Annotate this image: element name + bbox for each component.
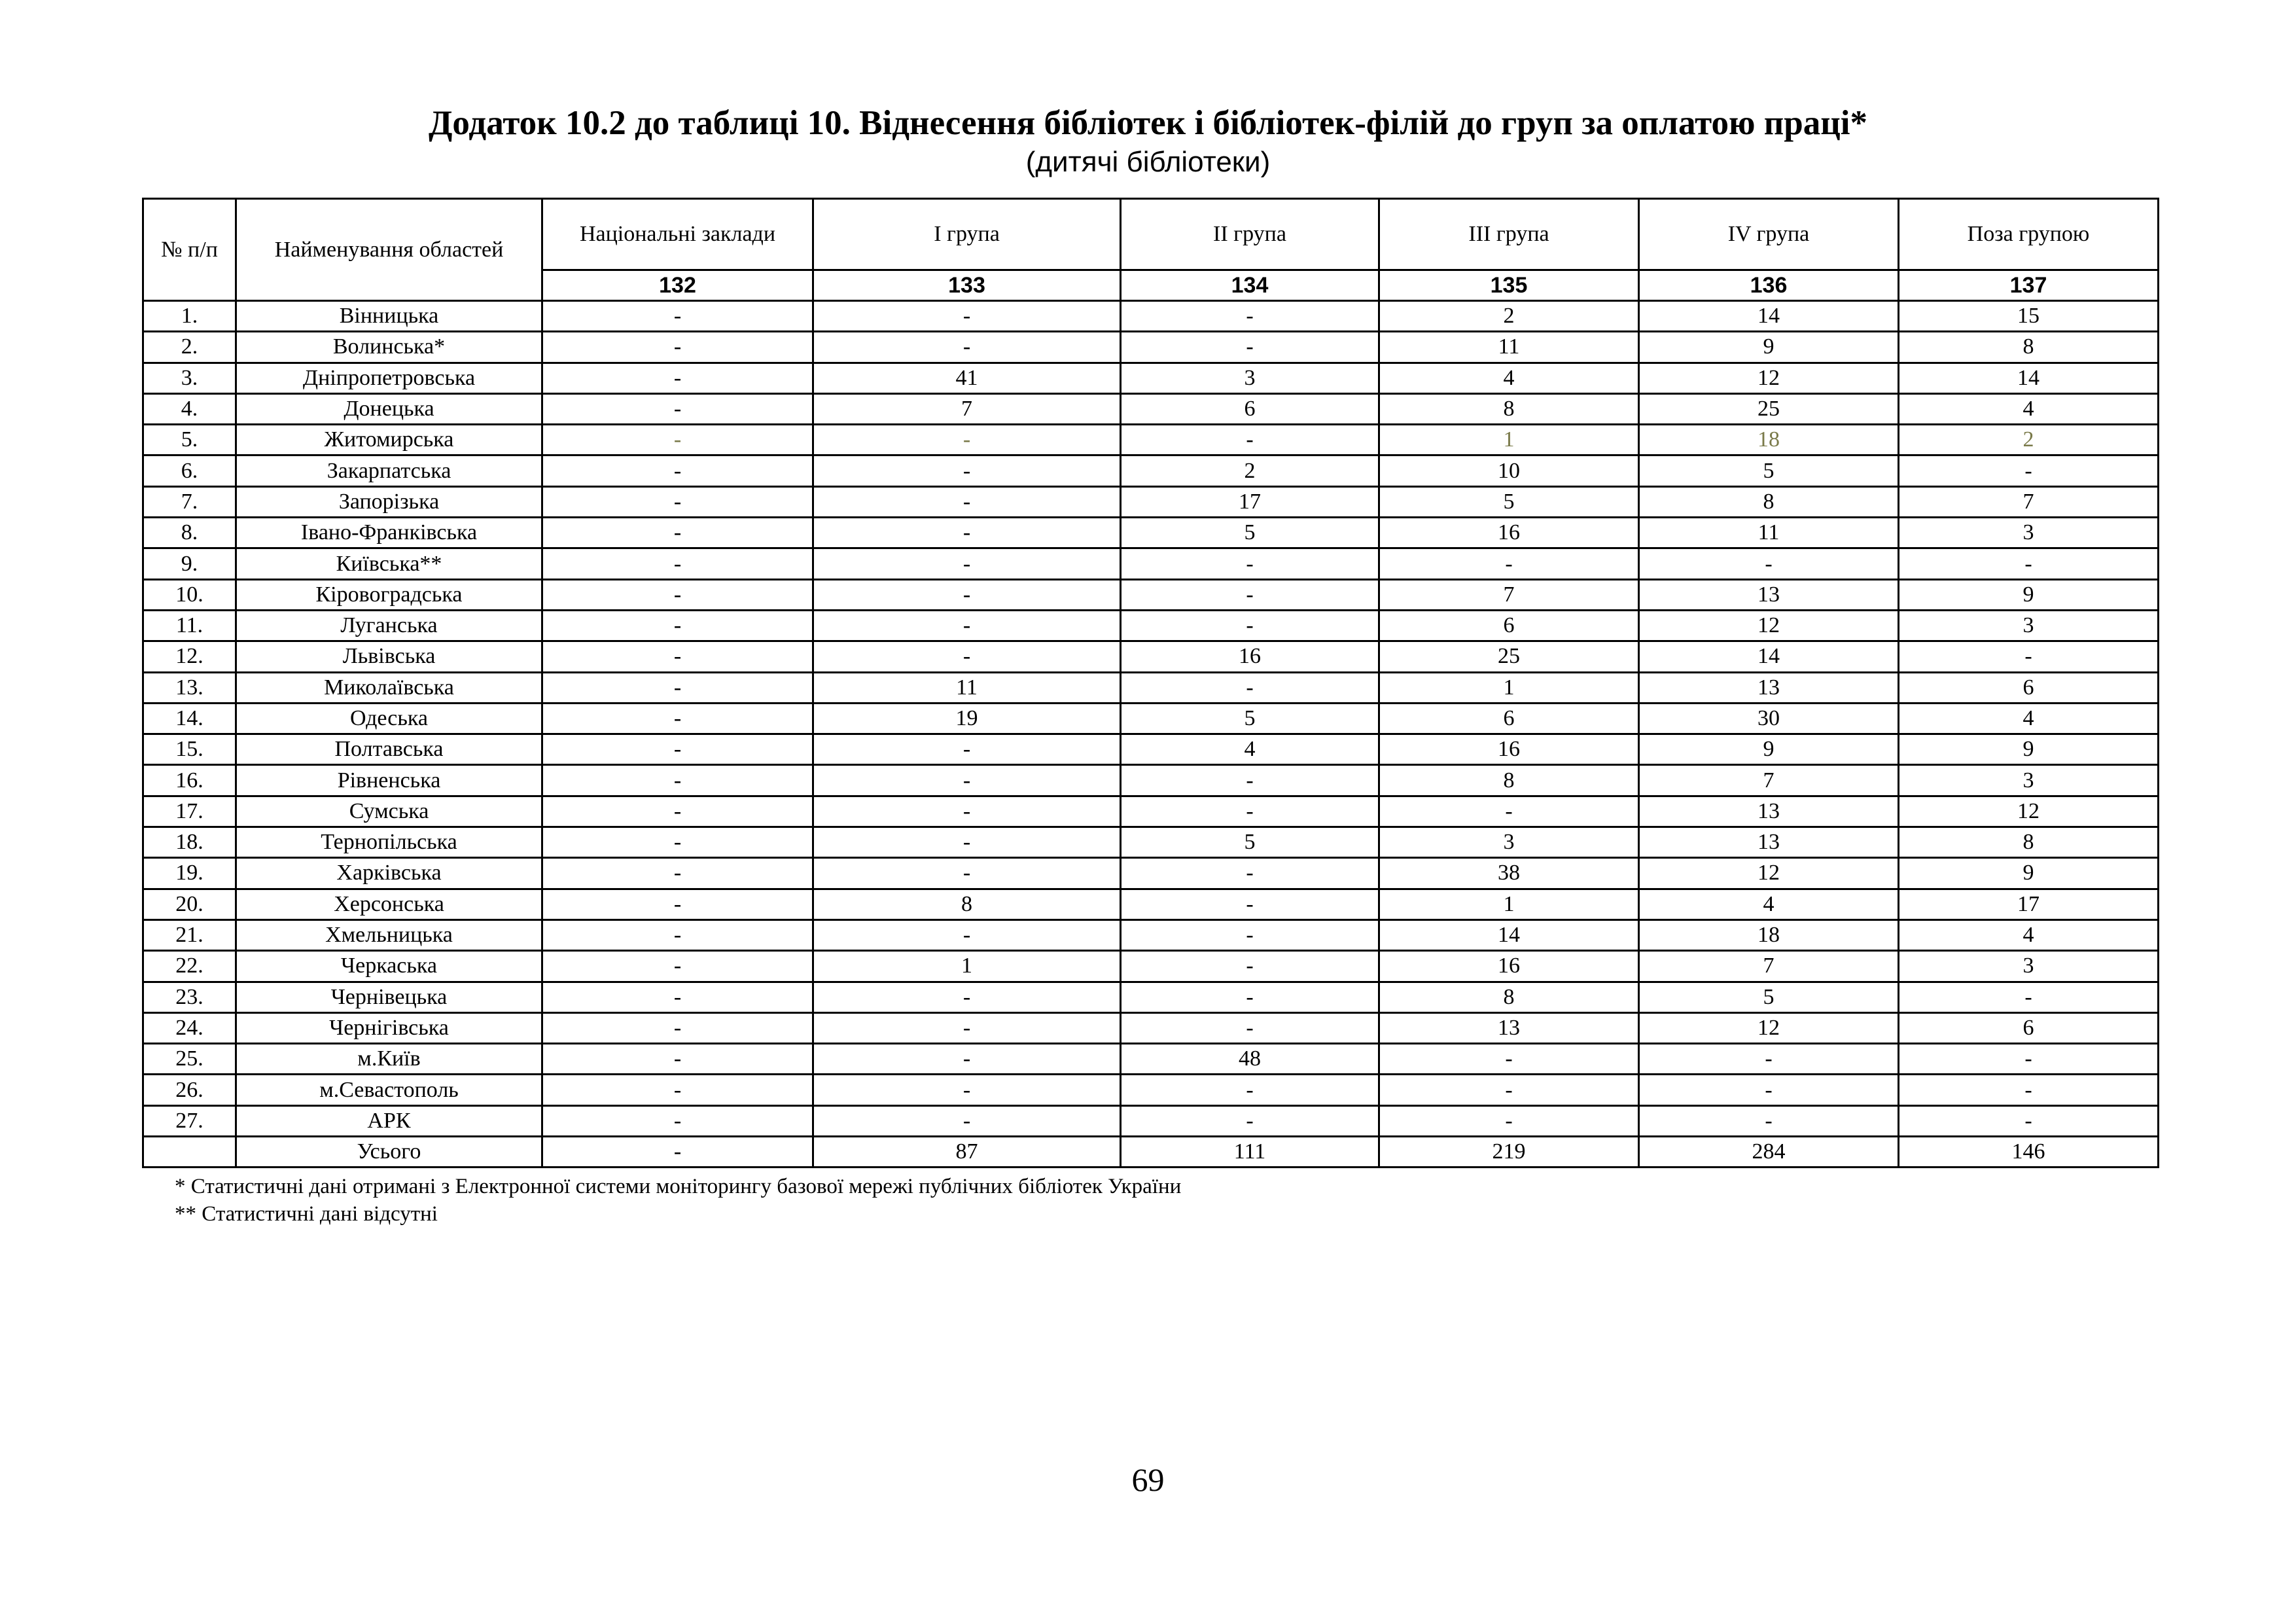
cell-national: - <box>542 827 813 858</box>
region-name: Київська** <box>236 548 542 579</box>
cell-g2: 5 <box>1121 827 1379 858</box>
cell-g1: - <box>813 734 1121 765</box>
cell-g3: 8 <box>1379 393 1639 424</box>
cell-g3: - <box>1379 1044 1639 1075</box>
cell-g4: 14 <box>1639 301 1899 332</box>
region-name: Закарпатська <box>236 455 542 486</box>
table-row <box>143 889 2159 919</box>
total-g2: 111 <box>1121 1137 1379 1168</box>
cell-g3: - <box>1379 796 1639 827</box>
cell-g3: 25 <box>1379 641 1639 672</box>
cell-outside: 17 <box>1899 889 2159 919</box>
row-number: 18. <box>143 827 236 858</box>
cell-g1: 8 <box>813 889 1121 919</box>
header-national: Національні заклади <box>542 199 813 270</box>
region-name: Харківська <box>236 858 542 889</box>
cell-national: - <box>542 1075 813 1105</box>
region-name: Волинська* <box>236 332 542 363</box>
cell-g2: - <box>1121 672 1379 703</box>
region-name: Вінницька <box>236 301 542 332</box>
cell-national: - <box>542 332 813 363</box>
header-code: 136 <box>1639 270 1899 301</box>
cell-national: - <box>542 455 813 486</box>
cell-national: - <box>542 982 813 1012</box>
row-number: 6. <box>143 455 236 486</box>
cell-outside: 4 <box>1899 703 2159 734</box>
cell-g4: 12 <box>1639 363 1899 393</box>
cell-national: - <box>542 1044 813 1075</box>
region-name: Херсонська <box>236 889 542 919</box>
table-row <box>143 548 2159 579</box>
cell-g4: 13 <box>1639 827 1899 858</box>
cell-g2: - <box>1121 1075 1379 1105</box>
cell-g3: 14 <box>1379 919 1639 950</box>
cell-outside: - <box>1899 1105 2159 1136</box>
cell-g2: - <box>1121 301 1379 332</box>
table-row <box>143 919 2159 950</box>
table-row <box>143 796 2159 827</box>
cell-g1: - <box>813 425 1121 455</box>
cell-g4: - <box>1639 1075 1899 1105</box>
table-row <box>143 734 2159 765</box>
cell-g3: 8 <box>1379 982 1639 1012</box>
document-subtitle: (дитячі бібліотеки) <box>1025 146 1271 178</box>
row-number: 7. <box>143 486 236 517</box>
cell-national: - <box>542 548 813 579</box>
cell-g2: - <box>1121 548 1379 579</box>
row-number: 13. <box>143 672 236 703</box>
cell-g2: 5 <box>1121 703 1379 734</box>
cell-g1: - <box>813 796 1121 827</box>
cell-g4: - <box>1639 548 1899 579</box>
cell-g3: 3 <box>1379 827 1639 858</box>
page-number: 69 <box>1131 1461 1165 1498</box>
cell-g2: 48 <box>1121 1044 1379 1075</box>
cell-g1: 11 <box>813 672 1121 703</box>
row-number: 2. <box>143 332 236 363</box>
table-row <box>143 641 2159 672</box>
table-row <box>143 1012 2159 1043</box>
cell-g1: - <box>813 579 1121 610</box>
table-row <box>143 858 2159 889</box>
header-code: 133 <box>813 270 1121 301</box>
cell-g1: - <box>813 827 1121 858</box>
cell-g3: - <box>1379 1075 1639 1105</box>
row-number: 8. <box>143 518 236 548</box>
cell-outside: 4 <box>1899 919 2159 950</box>
cell-g4: 12 <box>1639 610 1899 641</box>
cell-g2: 4 <box>1121 734 1379 765</box>
cell-g4: 9 <box>1639 734 1899 765</box>
cell-g1: 41 <box>813 363 1121 393</box>
cell-g2: - <box>1121 982 1379 1012</box>
cell-g2: - <box>1121 858 1379 889</box>
cell-outside: - <box>1899 982 2159 1012</box>
cell-outside: 6 <box>1899 1012 2159 1043</box>
cell-g2: - <box>1121 919 1379 950</box>
cell-outside: 8 <box>1899 827 2159 858</box>
table-row <box>143 579 2159 610</box>
table-row <box>143 455 2159 486</box>
header-outside-group: Поза групою <box>1899 199 2159 270</box>
cell-g1: - <box>813 982 1121 1012</box>
cell-national: - <box>542 672 813 703</box>
table-row <box>143 672 2159 703</box>
cell-g2: 5 <box>1121 518 1379 548</box>
cell-g4: 5 <box>1639 455 1899 486</box>
cell-national: - <box>542 301 813 332</box>
total-outside: 146 <box>1899 1137 2159 1168</box>
table-body <box>143 301 2159 1168</box>
cell-g1: - <box>813 455 1121 486</box>
header-group-2: ІІ група <box>1121 199 1379 270</box>
cell-g4: 30 <box>1639 703 1899 734</box>
cell-g3: 1 <box>1379 672 1639 703</box>
cell-national: - <box>542 425 813 455</box>
cell-g1: - <box>813 610 1121 641</box>
cell-g2: 2 <box>1121 455 1379 486</box>
cell-outside: 2 <box>1899 425 2159 455</box>
row-number: 5. <box>143 425 236 455</box>
cell-g3: 8 <box>1379 765 1639 796</box>
cell-g4: 12 <box>1639 1012 1899 1043</box>
cell-g3: 13 <box>1379 1012 1639 1043</box>
cell-national: - <box>542 518 813 548</box>
cell-outside: 12 <box>1899 796 2159 827</box>
total-row-number <box>143 1137 236 1168</box>
cell-outside: 14 <box>1899 363 2159 393</box>
cell-national: - <box>542 610 813 641</box>
cell-g3: 11 <box>1379 332 1639 363</box>
table-row <box>143 1044 2159 1075</box>
cell-g2: - <box>1121 425 1379 455</box>
cell-outside: 9 <box>1899 734 2159 765</box>
row-number: 14. <box>143 703 236 734</box>
header-num: № п/п <box>143 199 236 301</box>
cell-g3: - <box>1379 548 1639 579</box>
cell-national: - <box>542 796 813 827</box>
row-number: 21. <box>143 919 236 950</box>
row-number: 10. <box>143 579 236 610</box>
total-g4: 284 <box>1639 1137 1899 1168</box>
region-name: Миколаївська <box>236 672 542 703</box>
cell-national: - <box>542 579 813 610</box>
table-row <box>143 1105 2159 1136</box>
row-number: 20. <box>143 889 236 919</box>
table-row <box>143 393 2159 424</box>
region-name: Одеська <box>236 703 542 734</box>
cell-g2: 6 <box>1121 393 1379 424</box>
region-name: Хмельницька <box>236 919 542 950</box>
cell-national: - <box>542 734 813 765</box>
cell-g4: 11 <box>1639 518 1899 548</box>
cell-g4: 13 <box>1639 579 1899 610</box>
header-code: 132 <box>542 270 813 301</box>
cell-g1: - <box>813 1044 1121 1075</box>
row-number: 1. <box>143 301 236 332</box>
cell-national: - <box>542 363 813 393</box>
region-name: Запорізька <box>236 486 542 517</box>
cell-national: - <box>542 1105 813 1136</box>
cell-national: - <box>542 703 813 734</box>
row-number: 15. <box>143 734 236 765</box>
region-name: Сумська <box>236 796 542 827</box>
cell-g1: 1 <box>813 951 1121 982</box>
cell-g2: - <box>1121 1012 1379 1043</box>
cell-g1: - <box>813 518 1121 548</box>
header-region-name: Найменування областей <box>236 199 542 301</box>
cell-g3: 10 <box>1379 455 1639 486</box>
header-group-1: І група <box>813 199 1121 270</box>
cell-g4: 9 <box>1639 332 1899 363</box>
cell-outside: 6 <box>1899 672 2159 703</box>
row-number: 24. <box>143 1012 236 1043</box>
cell-g3: 16 <box>1379 951 1639 982</box>
footnote: ** Статистичні дані відсутні <box>175 1202 438 1226</box>
cell-g3: 4 <box>1379 363 1639 393</box>
header-code: 134 <box>1121 270 1379 301</box>
region-name: Чернівецька <box>236 982 542 1012</box>
cell-g3: 16 <box>1379 734 1639 765</box>
region-name: Дніпропетровська <box>236 363 542 393</box>
row-number: 9. <box>143 548 236 579</box>
region-name: Донецька <box>236 393 542 424</box>
row-number: 3. <box>143 363 236 393</box>
footnote: * Статистичні дані отримані з Електронної системи моніторингу базової мережі публічних бібліотек України <box>175 1175 1182 1198</box>
cell-g2: - <box>1121 889 1379 919</box>
cell-g3: 38 <box>1379 858 1639 889</box>
cell-g1: - <box>813 641 1121 672</box>
cell-g4: 18 <box>1639 425 1899 455</box>
library-groups-table <box>142 198 2159 1168</box>
cell-outside: 7 <box>1899 486 2159 517</box>
cell-g2: - <box>1121 332 1379 363</box>
cell-g4: 8 <box>1639 486 1899 517</box>
table-row <box>143 765 2159 796</box>
region-name: Тернопільська <box>236 827 542 858</box>
total-label: Усього <box>236 1137 542 1168</box>
cell-outside: - <box>1899 1075 2159 1105</box>
row-number: 17. <box>143 796 236 827</box>
cell-national: - <box>542 919 813 950</box>
row-number: 11. <box>143 610 236 641</box>
document-title: Додаток 10.2 до таблиці 10. Віднесення бібліотек і бібліотек-філій до груп за оплатою праці* <box>428 104 1868 142</box>
region-name: Чернігівська <box>236 1012 542 1043</box>
cell-g4: 13 <box>1639 672 1899 703</box>
table-row <box>143 982 2159 1012</box>
cell-outside: - <box>1899 455 2159 486</box>
cell-g1: - <box>813 765 1121 796</box>
cell-outside: - <box>1899 548 2159 579</box>
header-group-3: ІІІ група <box>1379 199 1639 270</box>
cell-g4: 7 <box>1639 765 1899 796</box>
cell-g2: - <box>1121 951 1379 982</box>
region-name: Луганська <box>236 610 542 641</box>
table-row <box>143 425 2159 455</box>
cell-g1: - <box>813 1012 1121 1043</box>
cell-g3: 5 <box>1379 486 1639 517</box>
footnotes <box>175 1173 1181 1228</box>
row-number: 27. <box>143 1105 236 1136</box>
header-code: 135 <box>1379 270 1639 301</box>
row-number: 25. <box>143 1044 236 1075</box>
row-number: 19. <box>143 858 236 889</box>
total-national: - <box>542 1137 813 1168</box>
cell-g2: - <box>1121 579 1379 610</box>
cell-outside: 3 <box>1899 610 2159 641</box>
cell-national: - <box>542 765 813 796</box>
cell-outside: 4 <box>1899 393 2159 424</box>
cell-g3: 1 <box>1379 889 1639 919</box>
cell-national: - <box>542 641 813 672</box>
region-name: м.Севастополь <box>236 1075 542 1105</box>
cell-national: - <box>542 1012 813 1043</box>
cell-g3: - <box>1379 1105 1639 1136</box>
cell-g1: - <box>813 1075 1121 1105</box>
cell-g3: 2 <box>1379 301 1639 332</box>
cell-national: - <box>542 486 813 517</box>
cell-g2: - <box>1121 765 1379 796</box>
cell-g2: 16 <box>1121 641 1379 672</box>
cell-national: - <box>542 393 813 424</box>
cell-national: - <box>542 951 813 982</box>
row-number: 16. <box>143 765 236 796</box>
cell-g1: - <box>813 1105 1121 1136</box>
header-code: 137 <box>1899 270 2159 301</box>
cell-outside: 3 <box>1899 518 2159 548</box>
cell-g1: - <box>813 548 1121 579</box>
cell-g1: 7 <box>813 393 1121 424</box>
cell-g2: 17 <box>1121 486 1379 517</box>
cell-g2: - <box>1121 1105 1379 1136</box>
region-name: Полтавська <box>236 734 542 765</box>
region-name: Львівська <box>236 641 542 672</box>
table-row <box>143 518 2159 548</box>
table-row <box>143 301 2159 332</box>
cell-outside: 15 <box>1899 301 2159 332</box>
cell-g1: - <box>813 301 1121 332</box>
table-row <box>143 827 2159 858</box>
region-name: АРК <box>236 1105 542 1136</box>
region-name: Кіровоградська <box>236 579 542 610</box>
cell-outside: - <box>1899 641 2159 672</box>
total-g3: 219 <box>1379 1137 1639 1168</box>
cell-g1: - <box>813 486 1121 517</box>
cell-outside: 9 <box>1899 579 2159 610</box>
table-row <box>143 951 2159 982</box>
cell-national: - <box>542 858 813 889</box>
cell-g4: 13 <box>1639 796 1899 827</box>
cell-g4: 14 <box>1639 641 1899 672</box>
region-name: м.Київ <box>236 1044 542 1075</box>
cell-g4: 25 <box>1639 393 1899 424</box>
cell-g1: - <box>813 332 1121 363</box>
cell-outside: 3 <box>1899 765 2159 796</box>
region-name: Черкаська <box>236 951 542 982</box>
row-number: 12. <box>143 641 236 672</box>
cell-g4: - <box>1639 1105 1899 1136</box>
cell-g1: 19 <box>813 703 1121 734</box>
table-row <box>143 610 2159 641</box>
cell-outside: 3 <box>1899 951 2159 982</box>
table-row <box>143 703 2159 734</box>
cell-national: - <box>542 889 813 919</box>
cell-g4: - <box>1639 1044 1899 1075</box>
cell-g2: - <box>1121 796 1379 827</box>
cell-g4: 4 <box>1639 889 1899 919</box>
row-number: 22. <box>143 951 236 982</box>
cell-g4: 7 <box>1639 951 1899 982</box>
cell-g3: 7 <box>1379 579 1639 610</box>
row-number: 4. <box>143 393 236 424</box>
cell-g2: 3 <box>1121 363 1379 393</box>
cell-g4: 18 <box>1639 919 1899 950</box>
header-group-4: IV група <box>1639 199 1899 270</box>
table-row <box>143 1075 2159 1105</box>
cell-g4: 5 <box>1639 982 1899 1012</box>
cell-outside: 8 <box>1899 332 2159 363</box>
row-number: 26. <box>143 1075 236 1105</box>
cell-g3: 6 <box>1379 703 1639 734</box>
cell-g2: - <box>1121 610 1379 641</box>
cell-outside: 9 <box>1899 858 2159 889</box>
region-name: Житомирська <box>236 425 542 455</box>
cell-g4: 12 <box>1639 858 1899 889</box>
total-g1: 87 <box>813 1137 1121 1168</box>
cell-g1: - <box>813 858 1121 889</box>
table-row <box>143 363 2159 393</box>
table-row <box>143 332 2159 363</box>
cell-g1: - <box>813 919 1121 950</box>
cell-g3: 1 <box>1379 425 1639 455</box>
region-name: Рівненська <box>236 765 542 796</box>
region-name: Івано-Франківська <box>236 518 542 548</box>
cell-g3: 16 <box>1379 518 1639 548</box>
table-row <box>143 486 2159 517</box>
cell-g3: 6 <box>1379 610 1639 641</box>
total-row <box>143 1137 2159 1168</box>
row-number: 23. <box>143 982 236 1012</box>
cell-outside: - <box>1899 1044 2159 1075</box>
